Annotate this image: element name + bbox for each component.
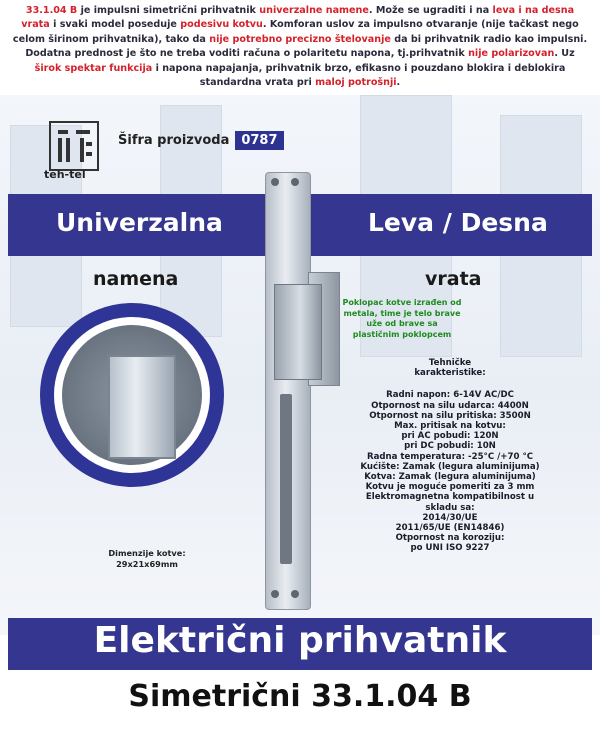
spec-line: 2014/30/UE <box>422 512 478 523</box>
plate-screw-hole <box>291 590 299 598</box>
logo-text: teh-tel <box>44 168 86 181</box>
intro-highlight: 33.1.04 B <box>25 5 78 16</box>
spec-line: pri DC pobudi: 10N <box>404 441 496 452</box>
intro-text: i svaki model poseduje <box>49 19 181 31</box>
intro-highlight: maloj potrošnji <box>315 77 397 89</box>
plate-screw-hole <box>271 178 279 186</box>
dimensions-label: Dimenzije kotve: <box>108 548 186 558</box>
product-code <box>118 131 284 150</box>
intro-text: i napona napajanja, prihvatnik brzo, efikasno i pouzdano blokira i deblokira standardna vrata pri <box>152 62 566 89</box>
spec-line: Radna temperatura: -25°C /+70 °C <box>366 451 534 462</box>
intro-text: . Može se ugraditi i na <box>368 5 493 16</box>
lock-body-image <box>274 284 322 380</box>
intro-text: da bi prihvatnik radio kao impulsni. Dodatna prednost je što ne treba voditi računa o polaritetu napona, tj.prihvatnik <box>25 33 588 60</box>
band-left-subtitle: namena <box>93 268 179 290</box>
intro-highlight: univerzalne namene <box>259 5 369 16</box>
dimensions-value: 29x21x69mm <box>116 558 178 569</box>
spec-line: Max. pritisak na kotvu: <box>394 421 506 432</box>
intro-text: . <box>396 77 401 89</box>
spec-line: Otpornost na silu pritiska: 3500N <box>369 410 531 421</box>
plate-slot <box>280 394 292 564</box>
band-left-title: Univerzalna <box>56 208 223 237</box>
intro-text: je impulsni simetrični prihvatnik <box>77 5 260 16</box>
plate-screw-hole <box>291 178 299 186</box>
anchor-detail-photo <box>108 355 176 459</box>
spec-line: pri AC pobudi: 120N <box>401 431 499 442</box>
spec-line: Kotvu je moguće pomeriti za 3 mm <box>365 482 535 493</box>
spec-line: Elektromagnetna kompatibilnost u <box>365 492 535 503</box>
spec-line: po UNI ISO 9227 <box>410 543 490 554</box>
spec-line: Kućište: Zamak (legura aluminijuma) <box>360 461 540 472</box>
intro-highlight: nije potrebno precizno štelovanje <box>209 33 391 45</box>
band-right-title: Leva / Desna <box>368 208 548 237</box>
intro-highlight: leva i na desna vrata <box>21 5 575 31</box>
intro-highlight: nije polarizovan <box>468 48 555 60</box>
intro-highlight: podesivu kotvu <box>180 19 263 31</box>
cover-note: Poklopac kotve izrađen od metala, time je telo brave uže od brave sa plastičnim poklopcem <box>342 298 462 339</box>
spec-line: Radni napon: 6-14V AC/DC <box>386 390 514 401</box>
intro-paragraph <box>12 4 588 90</box>
spec-line: Kotva: Zamak (legura aluminijuma) <box>364 472 536 483</box>
spec-line: 2011/65/UE (EN14846) <box>395 523 505 534</box>
spec-line: Otpornost na koroziju: <box>395 533 505 544</box>
anchor-dimensions <box>92 548 202 569</box>
intro-highlight: širok spektar funkcija <box>34 62 153 74</box>
specs-title: Tehničke karakteristike: <box>414 358 486 379</box>
plate-screw-hole <box>271 590 279 598</box>
footer-subtitle: Simetrični 33.1.04 B <box>128 679 472 714</box>
product-code-badge: 0787 <box>235 131 283 150</box>
product-code-label: Šifra proizvoda <box>118 133 230 148</box>
spec-line: Otpornost na silu udarca: 4400N <box>371 400 529 411</box>
intro-text: . Uz <box>554 48 575 60</box>
spec-line: skladu sa: <box>425 502 475 513</box>
intro-text: . Komforan uslov za impulsno otvaranje (nije tačkast nego celom širinom prihvatnika), tako da <box>12 19 579 45</box>
footer-title: Električni prihvatnik <box>93 620 507 661</box>
band-right-subtitle: vrata <box>425 268 482 290</box>
technical-specs <box>350 358 550 554</box>
